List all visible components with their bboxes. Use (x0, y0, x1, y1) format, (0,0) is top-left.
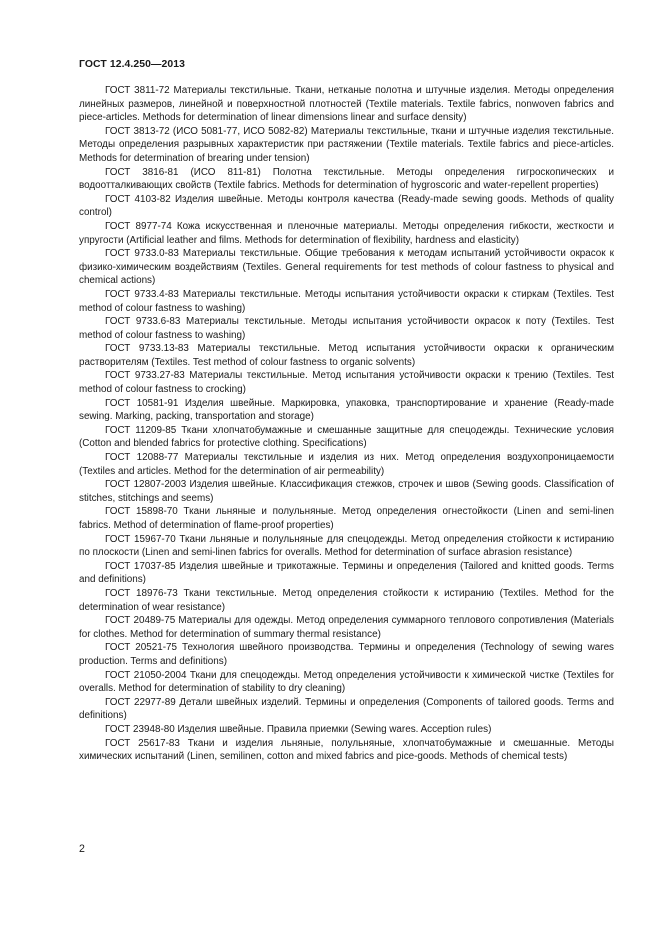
normative-references-list (79, 84, 614, 764)
reference-entry: ГОСТ 15898-70 Ткани льняные и полульняные. Метод определения огнестойкости (Linen and semi-linen fabrics. Method of determination of flame-proof properties) (79, 506, 614, 531)
reference-entry: ГОСТ 9733.4-83 Материалы текстильные. Методы испытания устойчивости окраски к стиркам (Textiles. Test method of colour fastness to washing) (79, 288, 614, 314)
reference-entry: ГОСТ 4103-82 Изделия швейные. Методы контроля качества (Ready-made sewing goods. Methods of quality control) (79, 193, 614, 219)
reference-entry: ГОСТ 9733.6-83 Материалы текстильные. Методы испытания устойчивости окрасок к поту (Textiles. Test method of colour fastness to washing) (79, 316, 614, 341)
reference-entry: ГОСТ 3816-81 (ИСО 811-81) Полотна текстильные. Методы определения гигроскопических и водоотталкивающих свойств (Textile fabrics. Methods for determination of hygroscoric and water-repellent properties) (79, 166, 614, 192)
reference-entry: ГОСТ 20521-75 Технология швейного производства. Термины и определения (Technology of sewing wares production. Terms and definitions) (79, 642, 614, 667)
reference-entry: ГОСТ 15967-70 Ткани льняные и полульняные для спецодежды. Метод определения стойкости к истиранию по плоскости (Linen and semi-linen fabrics for overalls. Method for determination of surface abrasion resistance) (79, 533, 614, 559)
reference-entry: ГОСТ 8977-74 Кожа искусственная и пленочные материалы. Методы определения гибкости, жесткости и упругости (Artificial leather and films. Methods for determination of flexibility, hardness and elasticity) (79, 220, 614, 246)
reference-entry: ГОСТ 11209-85 Ткани хлопчатобумажные и смешанные защитные для спецодежды. Технические условия (Cotton and blended fabrics for protective clothing. Specifications) (79, 424, 614, 450)
reference-entry: ГОСТ 23948-80 Изделия швейные. Правила приемки (Sewing wares. Accеption rules) (105, 723, 492, 735)
reference-entry: ГОСТ 17037-85 Изделия швейные и трикотажные. Термины и определения (Tailored and knitted goods. Terms and definitions) (79, 560, 614, 586)
reference-entry: ГОСТ 12807-2003 Изделия швейные. Классификация стежков, строчек и швов (Sewing goods. Classification of stitches, stitchings and seems) (79, 479, 614, 504)
reference-entry: ГОСТ 20489-75 Материалы для одежды. Метод определения суммарного теплового сопротивления (Materials for clothes. Method for determination of summary thermal resistance) (79, 615, 614, 640)
page-number: 2 (79, 843, 85, 855)
reference-entry: ГОСТ 12088-77 Материалы текстильные и изделия из них. Метод определения воздухопроницаемости (Textiles and articles. Method for the determination of air permeability) (79, 452, 614, 477)
reference-entry: ГОСТ 25617-83 Ткани и изделия льняные, полульняные, хлопчатобумажные и смешанные. Методы химических испытаний (Linen, semilinen, cotton and mixed fabrics and pice-goods. Methods of chemical tests) (79, 737, 614, 763)
reference-entry: ГОСТ 9733.13-83 Материалы текстильные. Метод испытания устойчивости окраски к органическим растворителям (Textiles. Test method of colour fastness to organic solvents) (79, 343, 614, 368)
reference-entry: ГОСТ 18976-73 Ткани текстильные. Метод определения стойкости к истиранию (Textiles. Method for the determination of wear resistance) (79, 587, 614, 613)
reference-entry: ГОСТ 9733.0-83 Материалы текстильные. Общие требования к методам испытаний устойчивости окрасок к физико-химическим воздействиям (Textiles. General requirements for test methods of colour fastness to physical and chemical actions) (79, 248, 614, 287)
reference-entry: ГОСТ 3813-72 (ИСО 5081-77, ИСО 5082-82) Материалы текстильные, ткани и штучные изделия текстильные. Методы определения разрывных характеристик при растяжении (Textile materials. Textile fabrics and piece-articles. Methods for determination of brearing under tension) (79, 125, 614, 164)
page-header: ГОСТ 12.4.250—2013 (79, 59, 186, 70)
reference-entry: ГОСТ 9733.27-83 Материалы текстильные. Метод испытания устойчивости окраски к трению (Textiles. Test method of colour fastness to crocking) (79, 370, 614, 396)
reference-entry: ГОСТ 22977-89 Детали швейных изделий. Термины и определения (Components of tailored goods. Terms and definitions) (79, 696, 614, 722)
reference-entry: ГОСТ 3811-72 Материалы текстильные. Ткани, нетканые полотна и штучные изделия. Методы определения линейных размеров, линейной и поверхностной плотностей (Textile materials. Textile fabrics, nonwoven fabrics and piece-articles. Methods for determination of linear dimensions linear and surface density) (79, 85, 614, 124)
reference-entry: ГОСТ 10581-91 Изделия швейные. Маркировка, упаковка, транспортирование и хранение (Ready-made sewing. Marking, packing, transportation and storage) (79, 397, 614, 423)
reference-entry: ГОСТ 21050-2004 Ткани для спецодежды. Метод определения устойчивости к химической чистке (Textiles for overalls. Method for determination of stability to dry cleaning) (79, 669, 614, 695)
